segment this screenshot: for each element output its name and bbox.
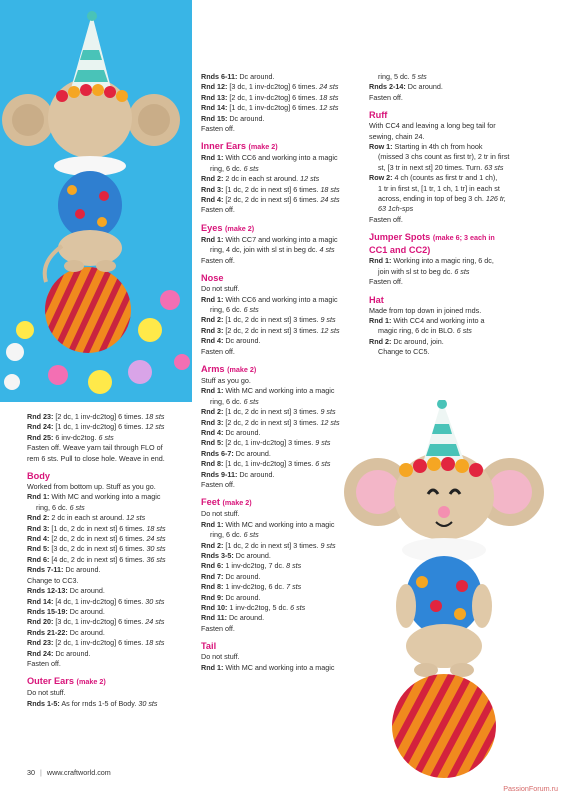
pattern-round (27, 524, 197, 534)
round-label: Rnd 6: (201, 561, 224, 571)
pattern-round (27, 649, 197, 659)
instruction-text: [1 dc, 2 dc in next st] 6 times. (223, 184, 321, 194)
pattern-round (369, 173, 549, 183)
round-label: Rnd 13: (201, 92, 228, 102)
instruction-text: Change to CC3. (27, 575, 79, 585)
instruction-text: Dc around. (233, 551, 271, 561)
pattern-line (27, 659, 197, 669)
round-label: Rnds 2-14: (369, 82, 406, 92)
round-label: Rnd 9: (201, 592, 224, 602)
instruction-text: Dc around, join. (391, 336, 444, 346)
instruction-text: [3 dc, 2 dc in next st] 6 times. (49, 544, 147, 554)
section-heading (201, 363, 365, 376)
pattern-round (27, 534, 197, 544)
round-label: Rnds 7-11: (27, 565, 64, 575)
round-label: Rnd 25: (27, 432, 54, 442)
instruction-text: magic ring, 6 dc in BLO. (378, 326, 457, 336)
pattern-line (369, 184, 549, 194)
round-label: Rnd 4: (201, 427, 224, 437)
instruction-text: Dc around. (233, 448, 271, 458)
instruction-text: Dc around. (63, 565, 101, 575)
column-1 (27, 412, 197, 709)
instruction-text: With CC7 and working into a magic (223, 234, 338, 244)
pattern-round (201, 72, 365, 82)
pattern-round (27, 555, 197, 565)
pattern-line (369, 326, 549, 336)
stitch-count: 6 sts (315, 459, 331, 469)
round-label: Rnd 23: (27, 412, 54, 421)
instruction-text: Fasten off. (369, 214, 403, 224)
instruction-text: ring, 6 dc. (36, 502, 70, 512)
round-label: Rnd 1: (201, 234, 224, 244)
instruction-text: Dc around. (223, 336, 261, 346)
pattern-line (369, 267, 549, 277)
round-label: Rnds 12-13: (27, 586, 68, 596)
stitch-count: 7 sts (286, 582, 302, 592)
stitch-count: 63 sts (484, 162, 504, 172)
pattern-line (369, 347, 549, 357)
instruction-text: With MC and working into a magic (223, 519, 335, 529)
stitch-count: 63 1ch-sps (378, 204, 414, 214)
pattern-line (27, 688, 197, 698)
stitch-count: 24 sts (320, 195, 340, 205)
pattern-round (27, 433, 197, 443)
mouse-illustration (0, 0, 192, 402)
instruction-text: (missed 3 chs count as first tr), 2 tr in first (378, 152, 510, 162)
instruction-text: With CC6 and working into a magic (223, 294, 338, 304)
pattern-line (27, 576, 197, 586)
section-subtitle: (make 2) (227, 364, 257, 374)
round-label: Rnd 5: (201, 438, 224, 448)
pattern-round (369, 82, 549, 92)
instruction-text: Dc around. (67, 586, 105, 596)
round-label: Rnds 15-19: (27, 606, 68, 616)
instruction-text: With MC and working into a magic (223, 386, 335, 396)
round-label: Rnd 14: (27, 596, 54, 606)
stitch-count: 12 sts (319, 103, 339, 113)
pattern-line (369, 163, 549, 173)
pattern-round (27, 565, 197, 575)
section-title: Arms (201, 363, 225, 374)
instruction-text: ring, 6 dc. (210, 530, 244, 540)
instruction-text: Dc around. (227, 113, 265, 123)
stitch-count: 18 sts (145, 412, 165, 421)
round-label: Rnd 24: (27, 648, 54, 658)
section-heading (369, 231, 549, 244)
page-number: 30 (27, 768, 35, 777)
instruction-text: Fasten off. (201, 255, 235, 265)
pattern-round (27, 412, 197, 422)
instruction-text: Dc around. (226, 613, 265, 623)
round-label: Rnds 9-11: (201, 469, 238, 479)
instruction-text: Do not stuff. (27, 688, 66, 698)
stitch-count: 12 sts (320, 325, 340, 335)
instruction-text: 1 inv-dc2tog, 6 dc. (223, 582, 287, 592)
stitch-count: 9 sts (320, 407, 336, 417)
section-subtitle: (make 2) (222, 498, 252, 508)
instruction-text: Fasten off. (201, 346, 235, 356)
instruction-text: join with sl st to beg dc. (378, 266, 455, 276)
instruction-text: st, [3 tr in next st] 20 times. Turn. (378, 162, 485, 172)
instruction-text: Do not stuff. (201, 284, 240, 294)
instruction-text: Do not stuff. (201, 652, 240, 662)
section-title: Inner Ears (201, 141, 246, 152)
round-label: Row 1: (369, 142, 393, 152)
pattern-round (201, 82, 365, 92)
section-heading (369, 294, 549, 306)
pattern-round (27, 586, 197, 596)
section-title: Jumper Spots (369, 232, 431, 243)
section-title: CC1 and CC2) (369, 245, 431, 256)
pattern-line (369, 93, 549, 103)
stitch-count: 126 tr, (485, 194, 506, 204)
round-label: Row 2: (369, 173, 393, 183)
instruction-text: Dc around. (67, 606, 105, 616)
pattern-line (369, 121, 549, 131)
stitch-count: 6 sts (243, 530, 259, 540)
section-heading (27, 470, 197, 482)
section-heading (369, 244, 549, 256)
instruction-text: [2 dc, 2 dc in next st] 6 times. (49, 534, 147, 544)
stitch-count: 24 sts (319, 82, 339, 92)
stitch-count: 6 sts (69, 502, 85, 512)
round-label: Rnd 4: (201, 336, 224, 346)
instruction-text: With CC6 and working into a magic (223, 153, 338, 163)
pattern-round (27, 597, 197, 607)
instruction-text: [1 dc, 2 dc in next st] 3 times. (223, 407, 321, 417)
round-label: Rnd 7: (201, 571, 224, 581)
stitch-count: 12 sts (145, 422, 165, 432)
pattern-round (201, 235, 365, 245)
section-heading (201, 140, 365, 153)
pattern-round (201, 93, 365, 103)
instruction-text: [4 dc, 1 inv-dc2tog] 6 times. (53, 596, 146, 606)
instruction-text: [3 dc, 1 inv-dc2tog] 6 times. (227, 82, 320, 92)
stitch-count: 6 sts (456, 326, 472, 336)
round-label: Rnd 8: (201, 582, 224, 592)
stitch-count: 6 sts (454, 266, 470, 276)
instruction-text: Do not stuff. (201, 509, 240, 519)
instruction-text: ring, 6 dc. (210, 396, 244, 406)
round-label: Rnds 3-5: (201, 551, 234, 561)
pattern-line (369, 277, 549, 287)
section-subtitle: (make 6; 3 each in (432, 233, 495, 243)
round-label: Rnd 2: (27, 513, 50, 523)
round-label: Rnd 1: (369, 315, 392, 325)
section-heading (369, 109, 549, 121)
round-label: Rnd 1: (201, 519, 224, 529)
pattern-round (27, 513, 197, 523)
pattern-round (201, 103, 365, 113)
round-label: Rnd 12: (201, 82, 228, 92)
website-link[interactable]: www.craftworld.com (46, 768, 111, 777)
instruction-text: Dc around. (237, 72, 275, 81)
instruction-text: rem 6 sts. Pull to close hole. Weave in end. (27, 453, 165, 463)
instruction-text: [2 dc, 2 dc in next st] 3 times. (223, 325, 321, 335)
stitch-count: 24 sts (146, 534, 166, 544)
pattern-round (27, 607, 197, 617)
section-subtitle: (make 2) (76, 677, 106, 687)
pattern-line (201, 164, 365, 174)
instruction-text: With CC4 and working into a (391, 315, 485, 325)
instruction-text: sewing, chain 24. (369, 131, 425, 141)
instruction-text: [2 dc, 2 dc in next st] 3 times. (223, 417, 321, 427)
pattern-round (201, 185, 365, 195)
instruction-text: Fasten off. (201, 124, 235, 134)
round-label: Rnd 8: (201, 459, 224, 469)
pattern-line (201, 305, 365, 315)
stitch-count: 8 sts (286, 561, 302, 571)
section-title: Ruff (369, 110, 388, 121)
instruction-text: ring, 6 dc. (210, 304, 244, 314)
pattern-line (27, 454, 197, 464)
instruction-text: Dc around. (237, 469, 275, 479)
round-label: Rnd 15: (201, 113, 228, 123)
instruction-text: [2 dc, 1 inv-dc2tog] 6 times. (53, 412, 146, 421)
instruction-text: [2 dc, 1 inv-dc2tog] 6 times. (53, 638, 146, 648)
round-label: Rnd 1: (201, 294, 224, 304)
instruction-text: Dc around. (67, 627, 105, 637)
stitch-count: 6 sts (290, 603, 306, 613)
section-title: Eyes (201, 222, 223, 233)
section-title: Tail (201, 641, 217, 652)
pattern-round (27, 699, 197, 709)
instruction-text: [2 dc, 1 inv-dc2tog] 6 times. (227, 92, 320, 102)
pattern-round (201, 315, 365, 325)
round-label: Rnd 4: (201, 195, 224, 205)
pattern-line (369, 132, 549, 142)
stitch-count: 30 sts (138, 698, 158, 708)
round-label: Rnd 2: (201, 540, 224, 550)
pattern-line (201, 245, 365, 255)
pattern-line (201, 284, 365, 294)
instruction-text: Stuff as you go. (201, 375, 251, 385)
instruction-text: [2 dc, 1 inv-dc2tog] 3 times. (223, 438, 316, 448)
instruction-text: With MC and working into a magic (49, 492, 161, 502)
stitch-count: 12 sts (320, 417, 340, 427)
instruction-text: As for rnds 1-5 of Body. (59, 698, 139, 708)
instruction-text: [1 dc, 1 inv-dc2tog] 6 times. (53, 422, 146, 432)
stitch-count: 6 sts (98, 432, 114, 442)
round-label: Rnd 2: (201, 315, 224, 325)
stitch-count: 18 sts (145, 638, 165, 648)
instruction-text: 1 inv-dc2tog, 7 dc. (223, 561, 287, 571)
instruction-text: 1 inv-dc2tog, 5 dc. (227, 603, 291, 613)
pattern-round (201, 114, 365, 124)
round-label: Rnd 24: (27, 422, 54, 432)
mouse-photo-top (0, 0, 192, 402)
instruction-text: 1 tr in first st, [1 tr, 1 ch, 1 tr] in each st (378, 183, 500, 193)
instruction-text: Fasten off. (201, 480, 235, 489)
stitch-count: 9 sts (315, 438, 331, 448)
round-label: Rnd 6: (27, 554, 50, 564)
instruction-text: [1 dc, 2 dc in next st] 3 times. (223, 540, 321, 550)
stitch-count: 12 sts (300, 174, 320, 184)
pattern-line (27, 482, 197, 492)
pattern-round (201, 153, 365, 163)
round-label: Rnd 20: (27, 617, 54, 627)
instruction-text: Working into a magic ring, 6 dc, (391, 256, 494, 266)
pattern-round (369, 142, 549, 152)
page-footer (27, 768, 111, 777)
pattern-round (201, 386, 365, 396)
instruction-text: [1 dc, 1 inv-dc2tog] 3 times. (223, 459, 316, 469)
stitch-count: 9 sts (320, 315, 336, 325)
pattern-line (369, 204, 549, 214)
instruction-text: With CC4 and leaving a long beg tail for (369, 121, 496, 131)
instruction-text: Dc around. (223, 571, 261, 581)
instruction-text: With MC and working into a magic (223, 662, 335, 672)
instruction-text: Dc around. (223, 427, 261, 437)
stitch-count: 18 sts (320, 184, 340, 194)
instruction-text: 4 ch (counts as first tr and 1 ch), (392, 173, 498, 183)
round-label: Rnd 3: (201, 417, 224, 427)
pattern-round (369, 256, 549, 266)
round-label: Rnds 6-11: (201, 72, 238, 81)
instruction-text: ring, 5 dc. (378, 72, 412, 81)
instruction-text: Worked from bottom up. Stuff as you go. (27, 482, 156, 492)
instruction-text: ring, 4 dc, join with sl st in beg dc. (210, 245, 320, 255)
stitch-count: 6 sts (243, 396, 259, 406)
instruction-text: Fasten off. (201, 623, 235, 633)
section-heading (201, 222, 365, 235)
pattern-line (201, 347, 365, 357)
instruction-text: [1 dc, 1 inv-dc2tog] 6 times. (227, 103, 320, 113)
pattern-round (201, 326, 365, 336)
pattern-round (27, 617, 197, 627)
pattern-line (369, 72, 549, 82)
pattern-line (201, 376, 365, 386)
pattern-round (27, 422, 197, 432)
round-label: Rnd 3: (27, 523, 50, 533)
round-label: Rnd 2: (201, 407, 224, 417)
instruction-text: Dc around. (53, 648, 91, 658)
stitch-count: 18 sts (146, 523, 166, 533)
round-label: Rnd 10: (201, 603, 228, 613)
pattern-round (201, 174, 365, 184)
pattern-line (27, 503, 197, 513)
stitch-count: 30 sts (146, 544, 166, 554)
section-title: Outer Ears (27, 676, 74, 687)
instruction-text: [4 dc, 2 dc in next st] 6 times. (49, 554, 147, 564)
round-label: Rnd 1: (27, 492, 50, 502)
pattern-line (27, 443, 197, 453)
mouse-photo-bottom (340, 400, 550, 788)
round-label: Rnds 1-5: (27, 698, 60, 708)
pattern-round (201, 336, 365, 346)
pattern-round (369, 337, 549, 347)
round-label: Rnds 6-7: (201, 448, 234, 458)
pattern-round (27, 544, 197, 554)
mouse-illustration-2 (340, 400, 550, 788)
instruction-text: across, ending in top of beg 3 ch. (378, 194, 486, 204)
round-label: Rnd 1: (201, 662, 224, 672)
round-label: Rnd 1: (201, 153, 224, 163)
instruction-text: Fasten off. (369, 277, 403, 287)
pattern-line (201, 256, 365, 266)
pattern-round (201, 195, 365, 205)
instruction-text: 2 dc in each st around. (223, 174, 301, 184)
pattern-round (369, 316, 549, 326)
pattern-round (27, 628, 197, 638)
stitch-count: 9 sts (320, 540, 336, 550)
section-title: Body (27, 471, 50, 482)
pattern-line (369, 306, 549, 316)
instruction-text: Starting in 4th ch from hook (392, 142, 483, 152)
instruction-text: [1 dc, 2 dc in next st] 3 times. (223, 315, 321, 325)
round-label: Rnd 2: (369, 336, 392, 346)
watermark: PassionForum.ru (503, 784, 558, 793)
section-title: Feet (201, 497, 220, 508)
round-label: Rnd 3: (201, 184, 224, 194)
instruction-text: [2 dc, 2 dc in next st] 6 times. (223, 195, 321, 205)
instruction-text: Fasten off. (201, 205, 235, 215)
pattern-round (27, 492, 197, 502)
pattern-line (201, 124, 365, 134)
section-heading (201, 272, 365, 284)
stitch-count: 5 sts (411, 72, 427, 81)
pattern-line (201, 205, 365, 215)
section-heading (27, 675, 197, 688)
pattern-line (369, 194, 549, 204)
round-label: Rnd 4: (27, 534, 50, 544)
column-3 (369, 72, 549, 358)
instruction-text: [3 dc, 1 inv-dc2tog] 6 times. (53, 617, 146, 627)
pattern-round (27, 638, 197, 648)
section-subtitle: (make 2) (225, 223, 255, 233)
stitch-count: 18 sts (319, 92, 339, 102)
round-label: Rnd 1: (369, 256, 392, 266)
stitch-count: 36 sts (146, 554, 166, 564)
section-subtitle: (make 2) (248, 142, 278, 152)
pattern-line (369, 215, 549, 225)
instruction-text: Fasten off. (369, 92, 403, 102)
instruction-text: Fasten off. (27, 658, 61, 668)
stitch-count: 12 sts (126, 513, 146, 523)
round-label: Rnd 3: (201, 325, 224, 335)
section-title: Hat (369, 294, 384, 305)
round-label: Rnds 21-22: (27, 627, 68, 637)
round-label: Rnd 5: (27, 544, 50, 554)
stitch-count: 24 sts (145, 617, 165, 627)
instruction-text: Fasten off. Weave yarn tail through FLO of (27, 443, 163, 453)
instruction-text: 6 inv-dc2tog. (53, 432, 99, 442)
pattern-round (201, 295, 365, 305)
instruction-text: 2 dc in each st around. (49, 513, 127, 523)
instruction-text: Dc around. (405, 82, 443, 92)
instruction-text: Dc around. (223, 592, 261, 602)
stitch-count: 4 sts (319, 245, 335, 255)
round-label: Rnd 11: (201, 613, 227, 623)
instruction-text: Change to CC5. (378, 347, 430, 357)
instruction-text: ring, 6 dc. (210, 163, 244, 173)
round-label: Rnd 23: (27, 638, 54, 648)
section-title: Nose (201, 273, 224, 284)
instruction-text: Made from top down in joined rnds. (369, 305, 482, 315)
round-label: Rnd 2: (201, 174, 224, 184)
stitch-count: 30 sts (145, 596, 165, 606)
round-label: Rnd 1: (201, 386, 224, 396)
footer-separator: | (40, 768, 42, 777)
stitch-count: 6 sts (243, 163, 259, 173)
stitch-count: 6 sts (243, 304, 259, 314)
round-label: Rnd 14: (201, 103, 228, 113)
pattern-line (369, 152, 549, 162)
instruction-text: [1 dc, 2 dc in next st] 6 times. (49, 523, 147, 533)
